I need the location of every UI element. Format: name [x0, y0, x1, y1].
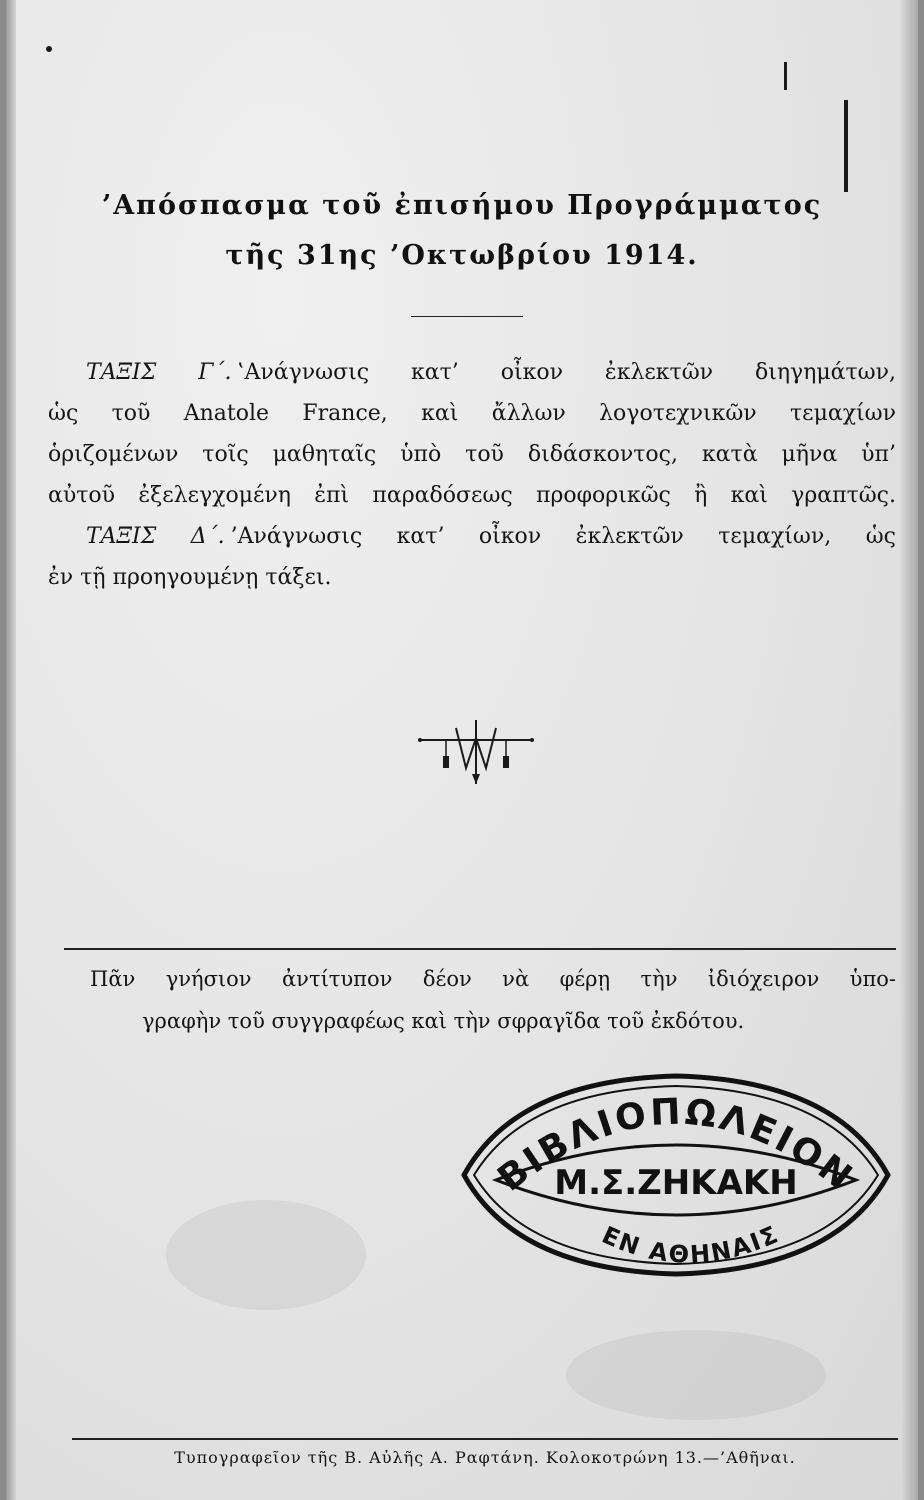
text-line: ΤΑΞΙΣ Δ΄. ’Ανάγνωσις κατ’ οἶκον ἐκλεκτῶν τεμαχίων, ὡς	[86, 524, 896, 549]
text-line: αὐτοῦ ἐξελεγχομένη ἐπὶ παραδόσεως προφορικῶς ἢ καὶ γραπτῶς.	[48, 483, 896, 508]
printer-imprint: Τυπογραφεῖον τῆς Β. Αὐλῆς Α. Ραφτάνη. Κολοκοτρώνη 13.—’Αθῆναι.	[174, 1448, 796, 1467]
text-line: ΤΑΞΙΣ Γ΄. ‛Ανάγνωσις κατ’ οἶκον ἐκλεκτῶν διηγημάτων,	[86, 360, 896, 385]
class-label: ΤΑΞΙΣ Γ΄.	[86, 360, 232, 385]
pen-mark	[844, 100, 848, 192]
text-line: γραφὴν τοῦ συγγραφέως καὶ τὴν σφραγῖδα τοῦ ἐκδότου.	[142, 1009, 745, 1033]
document-title: ’Απόσπασμα τοῦ ἐπισήμου Προγράμματος	[101, 190, 823, 221]
document-page	[6, 0, 918, 1500]
paragraph-class-g	[48, 352, 896, 516]
notice-divider	[64, 948, 896, 950]
ink-dot	[46, 46, 52, 52]
text-line: ὁριζομένων τοῖς μαθηταῖς ὑπὸ τοῦ διδάσκοντος, κατὰ μῆνα ὑπ’	[48, 442, 896, 467]
pen-mark	[784, 62, 787, 90]
stamp-bottom-text: ΕΝ ΑΘΗΝΑΙΣ	[597, 1219, 784, 1269]
title-divider	[411, 316, 523, 317]
document-subtitle: τῆς 31ης ’Οκτωβρίου 1914.	[225, 240, 699, 271]
bookseller-stamp	[456, 1070, 896, 1280]
stamp-middle-text: Μ.Σ.ΖΗΚΑΚΗ	[554, 1163, 798, 1203]
text-line: ἐν τῇ προηγουμένῃ τάξει.	[48, 565, 332, 590]
class-label: ΤΑΞΙΣ Δ΄.	[86, 524, 225, 549]
text-line: ὡς τοῦ Anatole France, καὶ ἄλλων λογοτεχνικῶν τεμαχίων	[48, 401, 896, 426]
authenticity-notice	[90, 958, 896, 1042]
paper-stain	[566, 1330, 826, 1420]
printer-ornament-icon	[416, 718, 536, 788]
page-edge-shadow	[6, 0, 16, 1500]
paper-stain	[166, 1200, 366, 1310]
text-line: Πᾶν γνήσιον ἀντίτυπον δέον νὰ φέρῃ τὴν ἰδιόχειρον ὑπο-	[90, 967, 896, 991]
imprint-divider	[72, 1438, 898, 1440]
stamp-top-text: ΒΙΒΛΙΟΠΩΛΕΙΟΝ	[490, 1091, 862, 1200]
paragraph-class-d	[48, 516, 896, 598]
page-edge-shadow	[900, 0, 918, 1500]
svg-text:ΕΝ ΑΘΗΝΑΙΣ	[598, 1220, 784, 1269]
